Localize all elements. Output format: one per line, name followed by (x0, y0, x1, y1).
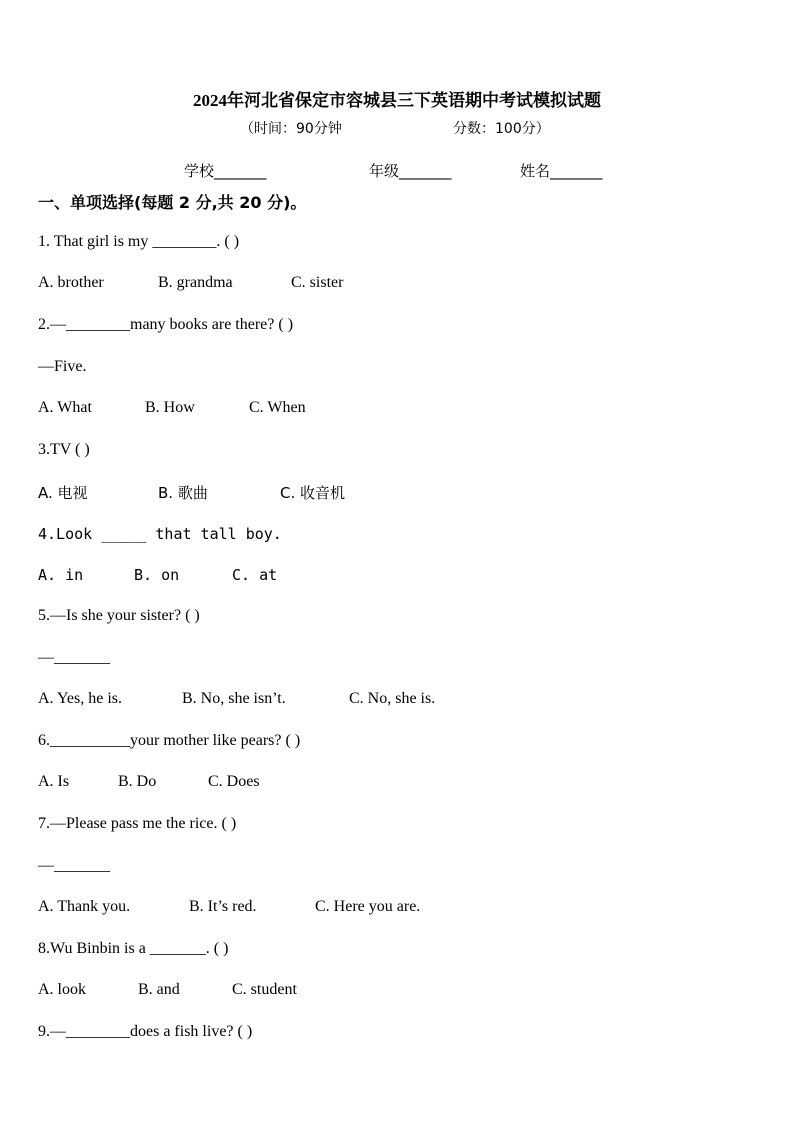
grade-field: 年级_______ (369, 162, 452, 180)
name-field: 姓名_______ (520, 162, 603, 180)
option-b: B. No, she isn’t. (182, 690, 286, 707)
question-7-options (38, 898, 420, 916)
school-field: 学校_______ (184, 162, 267, 180)
question-7-answer: —_______ (38, 857, 110, 874)
option-a: A. What (38, 399, 92, 416)
question-8-stem: 8.Wu Binbin is a _______. ( ) (38, 940, 229, 957)
question-2-answer: —Five. (38, 358, 87, 375)
question-9-stem: 9.—________does a fish live? ( ) (38, 1023, 253, 1040)
question-5-stem: 5.—Is she your sister? ( ) (38, 607, 200, 624)
exam-meta (240, 118, 550, 138)
option-b: B. How (145, 399, 195, 416)
option-c: C. at (232, 566, 278, 584)
question-5-answer: —_______ (38, 649, 110, 666)
option-c: C. When (249, 399, 306, 416)
option-b: B. and (138, 981, 180, 998)
question-5-options (38, 690, 435, 708)
option-a: A. Is (38, 773, 70, 790)
option-b: B. grandma (158, 274, 233, 291)
option-c: C. student (232, 981, 297, 998)
option-b: B. 歌曲 (158, 484, 208, 502)
option-c: C. Does (208, 773, 260, 790)
question-3-stem: 3.TV ( ) (38, 441, 90, 458)
exam-time: （时间：90分钟 (240, 121, 342, 137)
question-2-stem: 2.—________many books are there? ( ) (38, 316, 294, 333)
question-2-options (38, 399, 306, 417)
option-a: A. in (38, 566, 84, 584)
question-7-stem: 7.—Please pass me the rice. ( ) (38, 815, 237, 832)
option-a: A. Thank you. (38, 898, 131, 915)
option-a: A. 电视 (38, 484, 88, 502)
page-title: 2024年河北省保定市容城县三下英语期中考试模拟试题 (193, 91, 601, 110)
question-1-options (38, 274, 343, 292)
question-8-options (38, 981, 297, 999)
option-b: B. It’s red. (189, 898, 257, 915)
option-c: C. 收音机 (280, 484, 346, 502)
option-c: C. sister (291, 274, 344, 291)
question-6-stem: 6.__________your mother like pears? ( ) (38, 732, 301, 749)
question-3-options (38, 482, 345, 503)
option-a: A. look (38, 981, 86, 998)
section-heading: 一、单项选择(每题 2 分,共 20 分)。 (38, 193, 307, 212)
question-6-options (38, 773, 260, 791)
option-a: A. Yes, he is. (38, 690, 123, 707)
question-4-options (38, 566, 277, 584)
question-4-stem: 4.Look _____ that tall boy. (38, 525, 282, 543)
option-a: A. brother (38, 274, 104, 291)
option-b: B. Do (118, 773, 157, 790)
question-1-stem: 1. That girl is my ________. ( ) (38, 233, 240, 250)
option-c: C. Here you are. (315, 898, 421, 915)
exam-score: 分数：100分） (453, 121, 550, 137)
option-c: C. No, she is. (349, 690, 436, 707)
option-b: B. on (134, 566, 180, 584)
